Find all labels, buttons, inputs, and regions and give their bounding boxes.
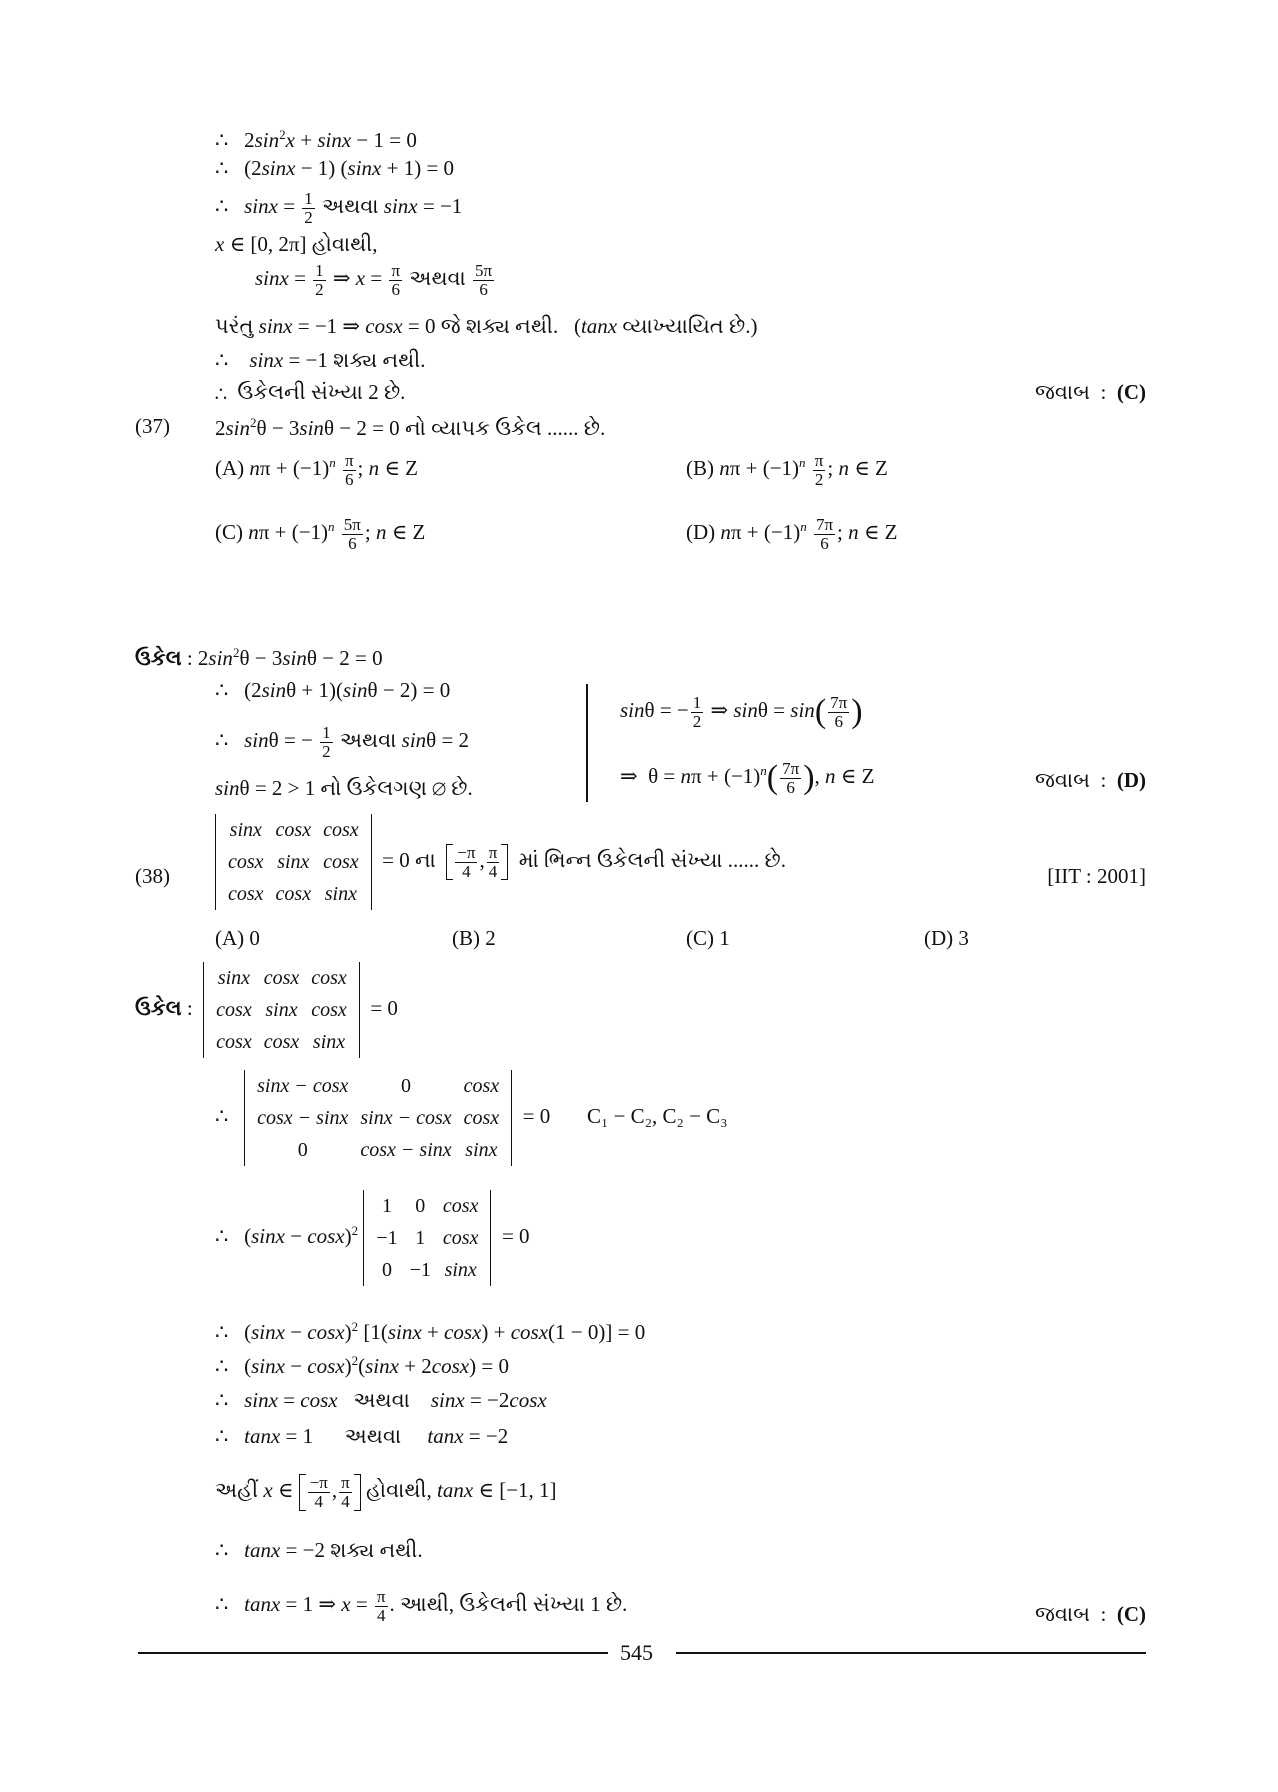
q37-option-c: (C) $n\pi + (-1)^n$ $\frac{5\pi}{6}$ ; n ∈ Z — [215, 515, 426, 553]
word-hovathi: હોવાથી, — [311, 232, 378, 256]
sol38-row7: અહીં x ∈ $\frac{-\pi}{4}$ , $\frac{\pi}{4}$ હોવાથી, tanx ∈ [−1, 1] — [215, 1473, 557, 1511]
line-7: ∴ sinx = −1 શક્ય નથી. — [215, 348, 426, 372]
line-6: પરંતુ sinx = −1 ⇒ cosx = 0 જે શક્ય નથી. (tanx વ્યાખ્યાયિત છે.) — [215, 314, 758, 338]
answer-37: જવાબ : (D) — [1035, 768, 1146, 792]
q38-option-d: (D) 3 — [924, 926, 969, 950]
q37-option-a: (A) $n\pi + (-1)^n$ $\frac{\pi}{6}$ ; n ∈ Z — [215, 451, 418, 489]
q37-number: (37) — [135, 414, 170, 438]
q38-source: [IIT : 2001] — [1047, 864, 1146, 888]
q38-determinant: sinx cosx cosx cosx sinx cosx cosx cosx sinx — [215, 814, 372, 910]
sol37-row2: ∴ sinθ = − $\frac{1}{2}$ અથવા sinθ = 2 — [215, 723, 470, 761]
q37-option-d: (D) $n\pi + (-1)^n$ $\frac{7\pi}{6}$ ; n ∈ Z — [686, 515, 898, 553]
q38-interval: $\frac{-\pi}{4}$ , $\frac{\pi}{4}$ — [446, 844, 508, 881]
page-number: 545 — [620, 1640, 653, 1665]
q37-text: $2\sin^2\theta - 3\sin\theta - 2 = 0$ નો વ્યાપક ઉકેલ ...... છે. — [215, 415, 606, 440]
sol38-row0: ઉકેલ : sinx cosx cosx cosx sinx cosx cosx cosx sinx = 0 — [135, 962, 398, 1058]
word-shakya-nathi: શક્ય નથી. — [333, 348, 426, 372]
q37-option-b: (B) $n\pi + (-1)^n$ $\frac{\pi}{2}$ ; n ∈ Z — [686, 451, 888, 489]
divider-bar — [586, 684, 588, 802]
line-4: x ∈ [0, 2π] હોવાથી, — [215, 232, 378, 256]
sol38-row5: ∴ sinx = cosx અથવા sinx = −2cosx — [215, 1388, 547, 1412]
word-je-shakya-nathi: જે શક્ય નથી. — [440, 314, 559, 338]
sol37-row1: ∴ (2sinθ + 1)(sinθ − 2) = 0 — [215, 678, 451, 702]
word-parantu: પરંતુ — [215, 314, 254, 338]
word-athva: અથવા — [322, 194, 379, 219]
q38-option-a: (A) 0 — [215, 926, 260, 950]
sol38-row2: ∴ $(\sin x - \cos x)^2$ 1 0 cosx −1 1 cosx 0 −1 sinx = 0 — [215, 1190, 530, 1286]
sol38-row6: ∴ tanx = 1 અથવા tanx = −2 — [215, 1424, 509, 1448]
word-vyakhyayit: વ્યાખ્યાયિત છે.) — [622, 314, 758, 338]
sol38-row1: ∴ sinx − cosx 0 cosx cosx − sinx sinx − cosx cosx 0 cosx − sinx sinx = 0 C₁ − C₂, C₂ − C₃ — [215, 1070, 728, 1166]
footer-rule-right — [676, 1652, 1146, 1654]
footer-rule-left — [138, 1652, 608, 1654]
word-athva: અથવા — [409, 266, 466, 291]
sol37-right-1: sinθ = − $\frac{1}{2}$ ⇒ sinθ = sin( $\frac{7\pi}{6}$ ) — [620, 693, 863, 731]
line-8: ∴ ઉકેલની સંખ્યા 2 છે. — [215, 380, 406, 404]
q38-option-b: (B) 2 — [452, 926, 496, 950]
line-5: sinx = $\frac{1}{2}$ ⇒ x = $\frac{\pi}{6}$ અથવા $\frac{5\pi}{6}$ — [255, 261, 493, 299]
line-3: ∴ sinx = $\frac{1}{2}$ અથવા sinx = −1 — [215, 189, 463, 227]
sol38-row4: ∴ $(\sin x - \cos x)^2(\sin x + 2\cos x) = 0$ — [215, 1353, 509, 1378]
line-1: ∴ $2\sin^2x + \sin x - 1 = 0$ — [215, 127, 417, 152]
q38-text: sinx cosx cosx cosx sinx cosx cosx cosx sinx = 0 ના $\frac{-\pi}{4}$ , $\frac{\pi}{4}$ માં ભિન્ન ઉકેલની સંખ્યા ...... છે. — [215, 814, 786, 910]
q38-option-c: (C) 1 — [686, 926, 730, 950]
sol38-row8: ∴ tanx = −2 શક્ય નથી. — [215, 1538, 423, 1562]
answer-38: જવાબ : (C) — [1035, 1602, 1146, 1626]
sol37-right-2: ⇒ $\theta = n\pi + (-1)^n$( $\frac{7\pi}{6}$ ), n ∈ Z — [620, 759, 875, 797]
sol38-row3: ∴ $(\sin x - \cos x)^2$ [1(sinx + cosx) + cosx(1 − 0)] = 0 — [215, 1319, 646, 1344]
line-2: ∴ (2sinx − 1) (sinx + 1) = 0 — [215, 156, 455, 180]
word-ukel-sankhya-2: ઉકેલની સંખ્યા 2 છે. — [237, 380, 406, 404]
q38-number: (38) — [135, 864, 170, 888]
column-ops: C₁ − C₂, C₂ − C₃ — [587, 1103, 728, 1128]
sol37-row3: sinθ = 2 > 1 નો ઉકેલગણ ∅ છે. — [215, 776, 473, 800]
sol37-row0: ઉકેલ : $2\sin^2\theta - 3\sin\theta - 2 = 0$ — [135, 645, 383, 670]
sol38-row9: ∴ tanx = 1 ⇒ x = $\frac{\pi}{4}$ . આથી, ઉકેલની સંખ્યા 1 છે. — [215, 1587, 628, 1625]
answer-1: જવાબ : (C) — [1035, 380, 1146, 404]
